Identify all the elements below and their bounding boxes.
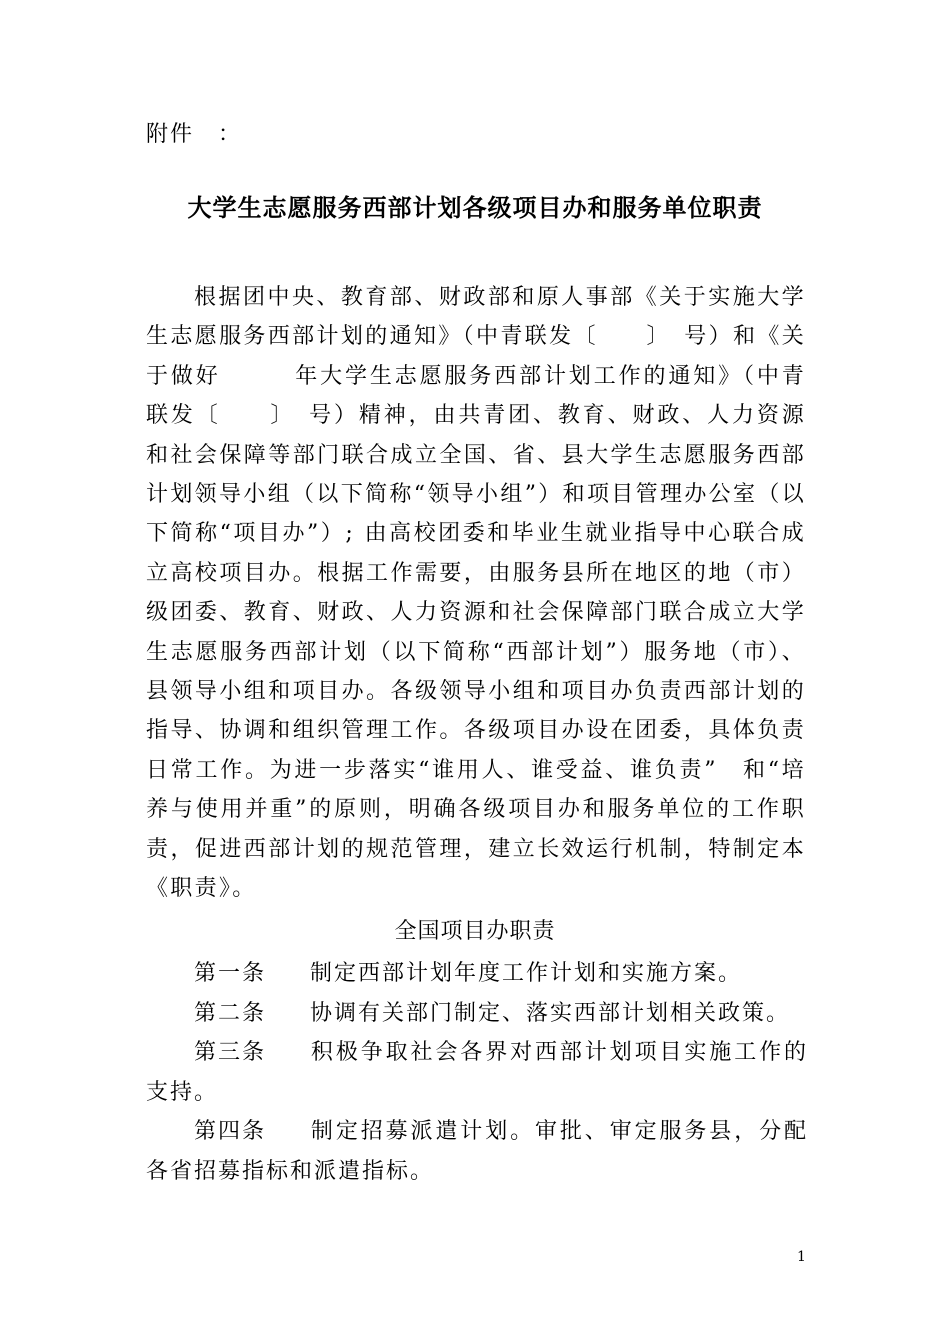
intro-section [146,278,806,909]
intro-paragraph: 根据团中央、教育部、财政部和原人事部《关于实施大学生志愿服务西部计划的通知》（中青联发〔 〕 号）和《关于做好 年大学生志愿服务西部计划工作的通知》（中青联发〔 〕 号）精神，由共青团、教育、财政、人力资源和社会保障等部门联合成立全国、省、县大学生志愿服务西部计划领导小组（以下简称“领导小组”）和项目管理办公室（以下简称“项目办”）; 由高校团委和毕业生就业指导中心联合成立高校项目办。根据工作需要，由服务县所在地区的地（市）级团委、教育、财政、人力资源和社会保障部门联合成立大学生志愿服务西部计划（以下简称“西部计划”）服务地（市）、县领导小组和项目办。各级领导小组和项目办负责西部计划的指导、协调和组织管理工作。各级项目办设在团委，具体负责日常工作。为进一步落实“谁用人、谁受益、谁负责” 和“培养与使用并重”的原则，明确各级项目办和服务单位的工作职责，促进西部计划的规范管理，建立长效运行机制，特制定本《职责》。 [146,285,806,902]
section-heading: 全国项目办职责 [394,919,556,944]
article-label: 第三条 [194,1040,267,1065]
page-number: 1 [797,1249,806,1265]
article-text: 制定西部计划年度工作计划和实施方案。 [310,961,743,986]
article-item [146,1112,808,1191]
article-item [146,954,808,994]
article-text: 积极争取社会各界对西部计划项目实施工作的支持。 [146,1040,808,1105]
article-list [146,954,808,1191]
article-label: 第一条 [194,961,267,986]
article-item [146,1033,808,1112]
attachment-label: 附件 ： [146,122,243,147]
article-item [146,994,808,1034]
article-label: 第四条 [194,1119,267,1144]
article-label: 第二条 [194,1000,267,1026]
article-text: 制定招募派遣计划。审批、审定服务县，分配各省招募指标和派遣指标。 [146,1119,808,1184]
document-title: 大学生志愿服务西部计划各级项目办和服务单位职责 [187,193,763,222]
article-text: 协调有关部门制定、落实西部计划相关政策。 [310,1000,791,1026]
